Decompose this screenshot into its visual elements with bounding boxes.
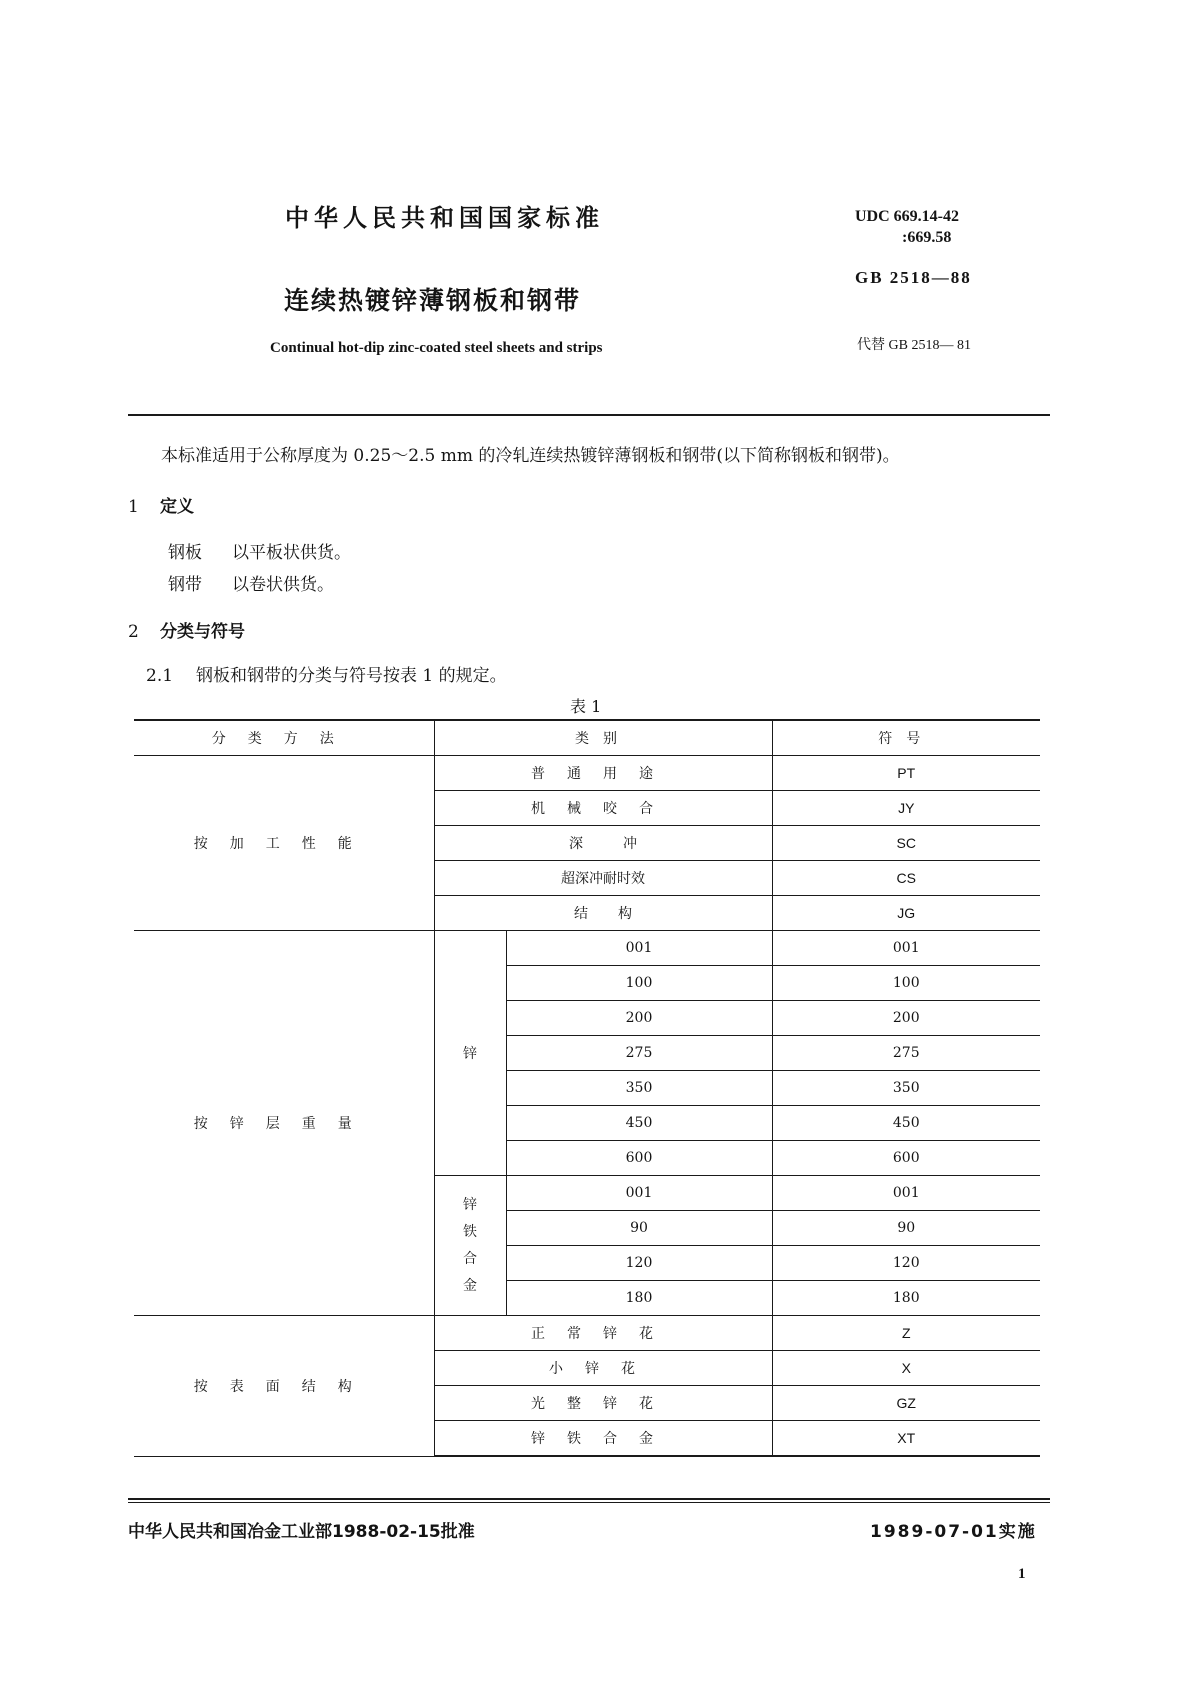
symbol-cell: CS bbox=[772, 861, 1040, 896]
header-symbol: 符号 bbox=[772, 720, 1040, 756]
symbol-cell: PT bbox=[772, 756, 1040, 791]
symbol-cell: 100 bbox=[772, 966, 1040, 1001]
symbol-cell: 120 bbox=[772, 1246, 1040, 1281]
vertical-char: 铁 bbox=[463, 1223, 477, 1240]
section-2-heading bbox=[128, 617, 245, 642]
category-cell: 小锌花 bbox=[434, 1351, 772, 1386]
symbol-cell: 180 bbox=[772, 1281, 1040, 1316]
table-header-row bbox=[134, 720, 1040, 756]
category-cell: 深冲 bbox=[434, 826, 772, 861]
symbol-cell: Z bbox=[772, 1316, 1040, 1351]
udc-line-2: :669.58 bbox=[902, 229, 952, 246]
symbol-cell: 90 bbox=[772, 1211, 1040, 1246]
gb-number: GB 2518—88 bbox=[855, 268, 972, 287]
vertical-char: 金 bbox=[463, 1277, 477, 1294]
classification-table bbox=[134, 719, 1040, 1457]
symbol-cell: 600 bbox=[772, 1141, 1040, 1176]
category-cell: 450 bbox=[506, 1106, 772, 1141]
standard-title-cn: 连续热镀锌薄钢板和钢带 bbox=[284, 286, 582, 315]
table-row bbox=[134, 756, 1040, 791]
section-1-heading bbox=[128, 492, 194, 517]
category-cell: 结构 bbox=[434, 896, 772, 931]
group-processing-label: 按加工性能 bbox=[134, 756, 434, 931]
category-cell: 光整锌花 bbox=[434, 1386, 772, 1421]
clause-2-1 bbox=[146, 661, 507, 686]
category-cell: 90 bbox=[506, 1211, 772, 1246]
category-cell: 普通用途 bbox=[434, 756, 772, 791]
category-cell: 锌铁合金 bbox=[434, 1421, 772, 1457]
category-cell: 200 bbox=[506, 1001, 772, 1036]
symbol-cell: SC bbox=[772, 826, 1040, 861]
effective-date: 1989-07-01实施 bbox=[870, 1522, 1037, 1542]
group-coating-weight-label: 按锌层重量 bbox=[134, 931, 434, 1316]
page-number: 1 bbox=[1018, 1566, 1026, 1582]
standard-category-title: 中华人民共和国国家标准 bbox=[285, 204, 604, 232]
symbol-cell: GZ bbox=[772, 1386, 1040, 1421]
scope-paragraph: 本标准适用于公称厚度为 0.25～2.5 mm 的冷轧连续热镀锌薄钢板和钢带(以下简称钢板和钢带)。 bbox=[161, 446, 900, 466]
symbol-cell: 001 bbox=[772, 1176, 1040, 1211]
section-number: 2 bbox=[128, 622, 139, 642]
definition-term: 钢带 bbox=[168, 575, 202, 595]
category-cell: 180 bbox=[506, 1281, 772, 1316]
category-cell: 机械咬合 bbox=[434, 791, 772, 826]
symbol-cell: XT bbox=[772, 1421, 1040, 1457]
definition-item bbox=[168, 570, 334, 595]
definition-item bbox=[168, 538, 351, 563]
symbol-cell: 450 bbox=[772, 1106, 1040, 1141]
header-method: 分类方法 bbox=[134, 720, 434, 756]
symbol-cell: 200 bbox=[772, 1001, 1040, 1036]
group-surface-label: 按表面结构 bbox=[134, 1316, 434, 1457]
section-title: 定义 bbox=[160, 497, 194, 517]
vertical-char: 合 bbox=[463, 1250, 477, 1267]
category-cell: 600 bbox=[506, 1141, 772, 1176]
symbol-cell: JY bbox=[772, 791, 1040, 826]
clause-text: 钢板和钢带的分类与符号按表 1 的规定。 bbox=[196, 666, 507, 686]
category-cell: 001 bbox=[506, 1176, 772, 1211]
category-cell: 正常锌花 bbox=[434, 1316, 772, 1351]
udc-line-1: UDC 669.14-42 bbox=[855, 208, 959, 225]
category-cell: 275 bbox=[506, 1036, 772, 1071]
table-row bbox=[134, 1316, 1040, 1351]
category-cell: 100 bbox=[506, 966, 772, 1001]
subgroup-zinc-iron-label bbox=[434, 1176, 506, 1316]
definition-text: 以平板状供货。 bbox=[232, 543, 351, 563]
section-number: 1 bbox=[128, 497, 139, 517]
header-category: 类别 bbox=[434, 720, 772, 756]
approval-statement: 中华人民共和国冶金工业部1988-02-15批准 bbox=[128, 1522, 475, 1542]
definition-term: 钢板 bbox=[168, 543, 202, 563]
symbol-cell: 001 bbox=[772, 931, 1040, 966]
symbol-cell: 350 bbox=[772, 1071, 1040, 1106]
udc-code bbox=[855, 206, 959, 248]
replaces-standard: 代替 GB 2518— 81 bbox=[857, 338, 971, 353]
section-title: 分类与符号 bbox=[160, 622, 245, 642]
table-row bbox=[134, 931, 1040, 966]
header-divider bbox=[128, 414, 1050, 416]
subgroup-zinc-label: 锌 bbox=[434, 931, 506, 1176]
footer-divider bbox=[128, 1498, 1050, 1500]
category-cell: 350 bbox=[506, 1071, 772, 1106]
clause-number: 2.1 bbox=[146, 666, 174, 686]
symbol-cell: X bbox=[772, 1351, 1040, 1386]
footer-divider-thin bbox=[128, 1502, 1050, 1503]
category-cell: 120 bbox=[506, 1246, 772, 1281]
standard-title-en: Continual hot-dip zinc-coated steel sheets and strips bbox=[270, 340, 603, 356]
symbol-cell: 275 bbox=[772, 1036, 1040, 1071]
category-cell: 001 bbox=[506, 931, 772, 966]
definition-text: 以卷状供货。 bbox=[232, 575, 334, 595]
table-caption: 表 1 bbox=[570, 697, 602, 716]
vertical-char: 锌 bbox=[463, 1196, 477, 1213]
symbol-cell: JG bbox=[772, 896, 1040, 931]
category-cell: 超深冲耐时效 bbox=[434, 861, 772, 896]
